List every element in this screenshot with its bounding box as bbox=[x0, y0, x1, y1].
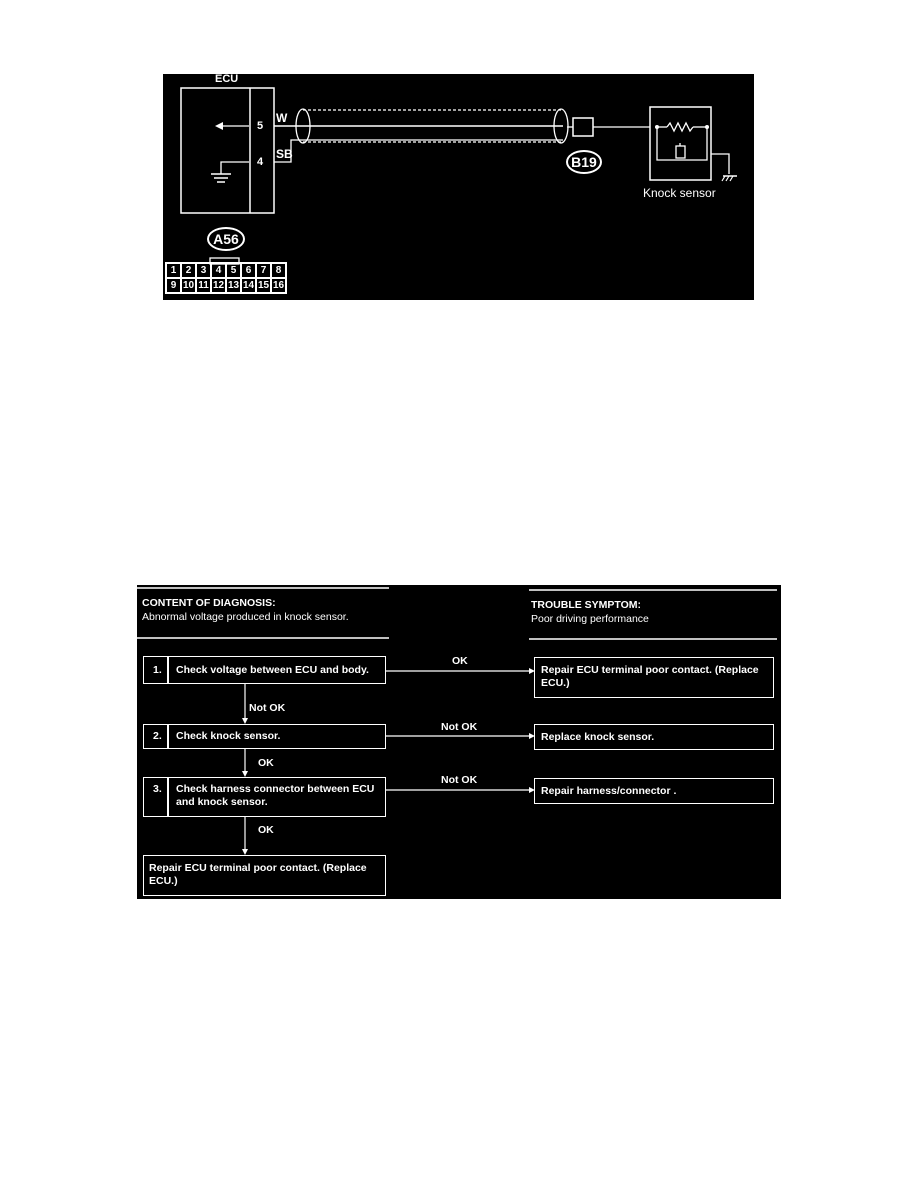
connector-b19-body bbox=[573, 118, 593, 136]
step-3-box bbox=[143, 777, 386, 817]
pin-cell: 13 bbox=[226, 278, 241, 293]
content-of-diagnosis-text: Abnormal voltage produced in knock sensor. bbox=[142, 611, 349, 623]
connector-a56-tag: A56 bbox=[207, 227, 245, 251]
pin-cell: 14 bbox=[241, 278, 256, 293]
wire-color-w: W bbox=[276, 111, 288, 125]
ecu-label: ECU bbox=[215, 73, 239, 85]
trouble-symptom-text: Poor driving performance bbox=[531, 613, 649, 625]
pin-row-top bbox=[166, 263, 286, 278]
sensor-ground-line bbox=[711, 154, 729, 174]
step-3-number: 3. bbox=[153, 783, 162, 795]
step-2-number: 2. bbox=[153, 730, 162, 742]
pin-cell: 1 bbox=[166, 263, 181, 278]
pin-row-bottom bbox=[166, 278, 286, 293]
arrow-label-right-2: Not OK bbox=[441, 721, 478, 733]
pin-cell: 3 bbox=[196, 263, 211, 278]
arrow-label-right-1: OK bbox=[452, 655, 468, 667]
pin-cell: 9 bbox=[166, 278, 181, 293]
arrow-label-down-3: OK bbox=[258, 824, 274, 836]
pin-cell: 11 bbox=[196, 278, 211, 293]
step-1-number: 1. bbox=[153, 664, 162, 676]
pin-cell: 16 bbox=[271, 278, 286, 293]
result-1-box bbox=[534, 657, 774, 698]
final-repair-box bbox=[143, 855, 386, 896]
content-of-diagnosis-title: CONTENT OF DIAGNOSIS: bbox=[142, 597, 276, 609]
final-repair-text: Repair ECU terminal poor contact. (Replace ECU.) bbox=[149, 862, 367, 887]
step-3-text: Check harness connector between ECU and knock sensor. bbox=[176, 783, 375, 808]
connector-b19-tag: B19 bbox=[566, 150, 602, 174]
result-2-text: Replace knock sensor. bbox=[541, 731, 655, 743]
pin-cell: 10 bbox=[181, 278, 196, 293]
wire-sb bbox=[274, 140, 563, 162]
pin-4-number: 4 bbox=[257, 156, 264, 168]
arrow-label-right-3: Not OK bbox=[441, 774, 478, 786]
pin-cell: 12 bbox=[211, 278, 226, 293]
diagnosis-flowchart bbox=[137, 585, 781, 899]
knock-sensor-wiring-diagram bbox=[163, 74, 754, 300]
step-1-box bbox=[143, 656, 386, 684]
pin-cell: 6 bbox=[241, 263, 256, 278]
pin-cell: 7 bbox=[256, 263, 271, 278]
arrow-label-down-2: OK bbox=[258, 757, 274, 769]
result-1-text: Repair ECU terminal poor contact. (Replace ECU.) bbox=[541, 664, 759, 689]
pin-cell: 5 bbox=[226, 263, 241, 278]
ecu-ground-line bbox=[221, 162, 249, 174]
pin-cell: 2 bbox=[181, 263, 196, 278]
ecu-signal-arrowhead bbox=[215, 122, 223, 130]
pin-5-number: 5 bbox=[257, 120, 264, 132]
pin-cell: 15 bbox=[256, 278, 271, 293]
knock-sensor-label: Knock sensor bbox=[643, 186, 716, 200]
step-1-text: Check voltage between ECU and body. bbox=[176, 664, 369, 676]
arrow-label-down-1: Not OK bbox=[249, 702, 286, 714]
pin-cell: 8 bbox=[271, 263, 286, 278]
pin-cell: 4 bbox=[211, 263, 226, 278]
sensor-piezo-element bbox=[676, 146, 685, 158]
step-2-box bbox=[143, 724, 386, 749]
a56-pin-layout bbox=[165, 262, 287, 294]
result-3-box bbox=[534, 778, 774, 804]
sensor-resistor bbox=[667, 123, 693, 131]
trouble-symptom-title: TROUBLE SYMPTOM: bbox=[531, 599, 642, 611]
result-3-text: Repair harness/connector . bbox=[541, 785, 677, 797]
wire-color-sb: SB bbox=[276, 147, 293, 161]
step-2-text: Check knock sensor. bbox=[176, 730, 281, 742]
result-2-box bbox=[534, 724, 774, 750]
ecu-box bbox=[181, 88, 274, 213]
